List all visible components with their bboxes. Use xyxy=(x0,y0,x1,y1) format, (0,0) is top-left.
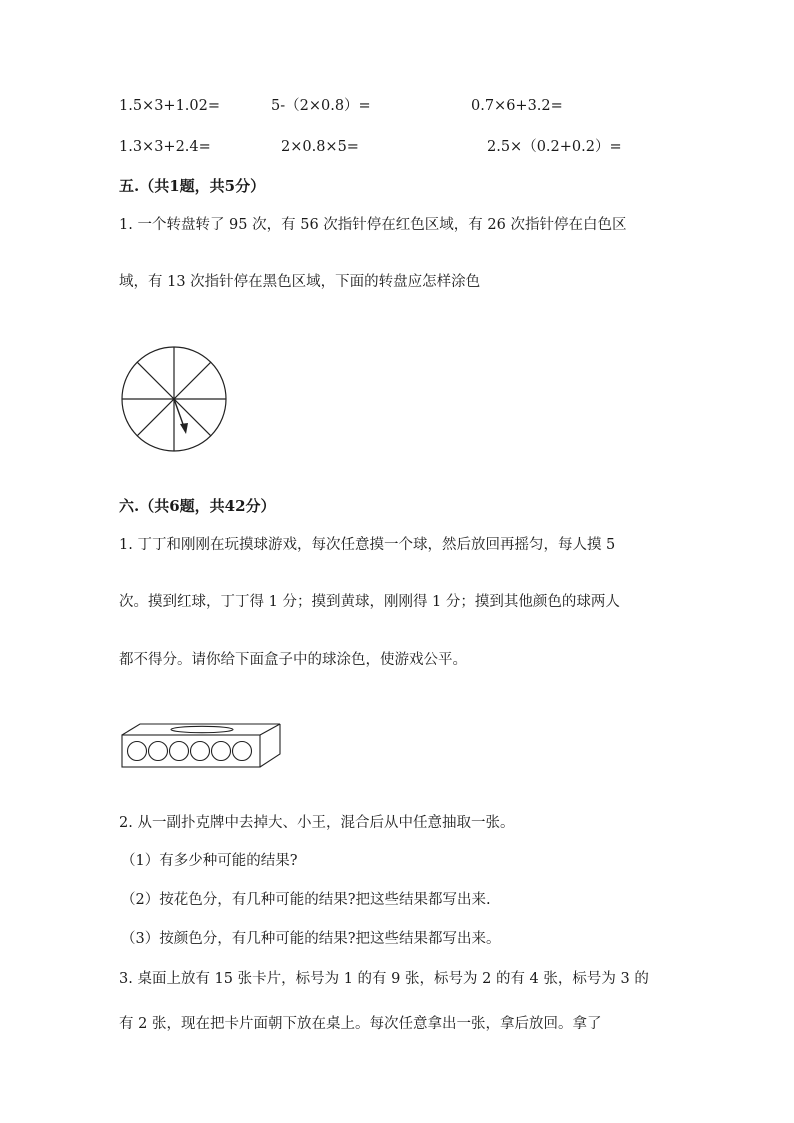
ball-box-illustration xyxy=(120,722,282,770)
section6-heading: 六.（共6题，共42分） xyxy=(119,497,276,515)
section6-q3-line1: 3. 桌面上放有 15 张卡片，标号为 1 的有 9 张，标号为 2 的有 4 张，标号为 3 的 xyxy=(119,971,649,987)
section6-q1-line2: 次。摸到红球，丁丁得 1 分；摸到黄球，刚刚得 1 分；摸到其他颜色的球两人 xyxy=(119,594,620,610)
calc-r1-c2: 5-（2×0.8）= xyxy=(271,98,371,114)
section5-q1-line1: 1. 一个转盘转了 95 次，有 56 次指针停在红色区域，有 26 次指针停在白色区 xyxy=(119,217,627,233)
section6-q2-sub2: （2）按花色分，有几种可能的结果?把这些结果都写出来. xyxy=(121,892,491,908)
spinner-pointer-arrow xyxy=(174,399,188,434)
section6-q1-line1: 1. 丁丁和刚刚在玩摸球游戏，每次任意摸一个球，然后放回再摇匀，每人摸 5 xyxy=(119,537,616,553)
section6-q2-sub3: （3）按颜色分，有几种可能的结果?把这些结果都写出来。 xyxy=(121,931,501,947)
section6-q2-sub1: （1）有多少种可能的结果? xyxy=(121,853,298,869)
section6-q2-stem: 2. 从一副扑克牌中去掉大、小王，混合后从中任意抽取一张。 xyxy=(119,815,515,831)
calc-r1-c3: 0.7×6+3.2= xyxy=(471,98,563,114)
section6-q3-line2: 有 2 张，现在把卡片面朝下放在桌上。每次任意拿出一张，拿后放回。拿了 xyxy=(119,1016,602,1032)
calc-r2-c1: 1.3×3+2.4= xyxy=(119,139,211,155)
calc-r2-c2: 2×0.8×5= xyxy=(281,139,359,155)
section5-q1-line2: 域，有 13 次指针停在黑色区域，下面的转盘应怎样涂色 xyxy=(119,274,481,290)
calc-r2-c3: 2.5×（0.2+0.2）= xyxy=(487,139,622,155)
section5-heading: 五.（共1题，共5分） xyxy=(119,177,266,195)
spinner-wheel xyxy=(120,346,230,456)
calc-r1-c1: 1.5×3+1.02= xyxy=(119,98,221,114)
section6-q1-line3: 都不得分。请你给下面盒子中的球涂色，使游戏公平。 xyxy=(119,652,467,668)
